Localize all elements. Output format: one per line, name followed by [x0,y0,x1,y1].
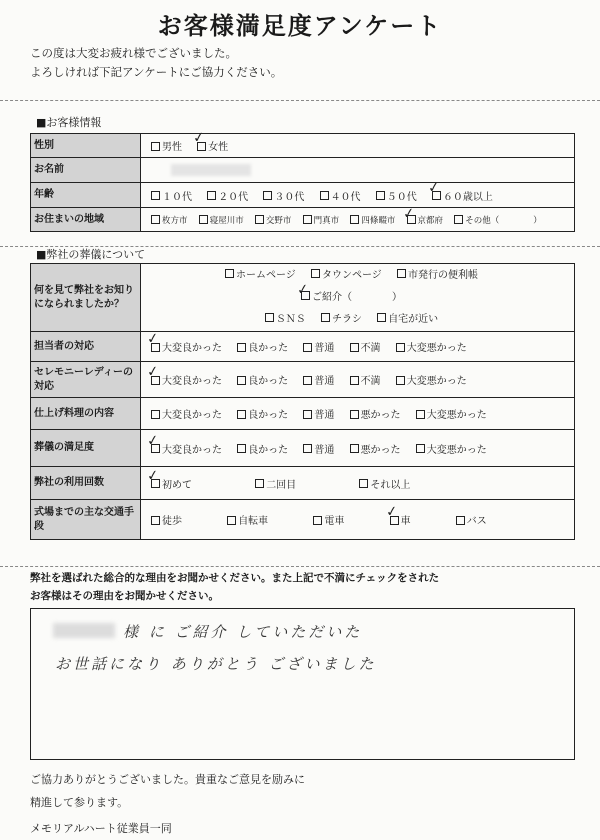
checkbox-icon[interactable] [237,376,246,385]
checkmark-icon: ✓ [295,280,310,299]
checkbox-icon[interactable] [255,479,264,488]
checkbox-icon[interactable] [359,479,368,488]
option-male[interactable]: 男性 [151,138,182,153]
checkbox-icon[interactable] [303,343,312,352]
checkbox-icon[interactable] [207,191,216,200]
page-title: お客様満足度アンケート [157,12,443,40]
option-good[interactable]: 良かった [237,441,288,456]
usage-count-options [141,467,575,500]
option-very-bad[interactable]: 大変悪かった [416,406,487,421]
option-more[interactable]: それ以上 [359,476,410,491]
option-40s[interactable]: ４０代 [320,188,361,203]
checkbox-icon[interactable] [454,215,463,224]
ceremony-lady-options [141,362,575,398]
checkbox-icon[interactable] [237,343,246,352]
option-kadoma[interactable]: 門真市 [303,214,340,226]
option-very-bad[interactable]: 大変悪かった [396,372,467,387]
option-very-good[interactable]: 大変良かった [151,406,222,421]
checkbox-icon[interactable] [350,343,359,352]
checkbox-icon[interactable] [320,191,329,200]
redacted-name [53,623,115,638]
gender-label: 性別 [31,134,141,158]
checkmark-icon: ✓ [145,363,160,381]
intro-line-1: この度は大変お疲れ様でございました。 [30,46,237,60]
option-very-good[interactable]: ✓ 大変良かった [145,431,222,456]
option-neyagawa[interactable]: 寝屋川市 [199,214,244,226]
option-very-good[interactable]: ✓ 大変良かった [145,363,222,387]
checkmark-icon: ✓ [145,466,160,485]
checkbox-icon[interactable] [303,444,312,453]
checkbox-icon[interactable] [199,215,208,224]
option-bicycle[interactable]: 自転車 [227,512,268,527]
gender-options [141,129,575,158]
option-very-good[interactable]: ✓ 大変良かった [145,330,222,354]
option-train[interactable]: 電車 [313,512,344,527]
option-very-bad[interactable]: 大変悪かった [396,339,467,354]
checkmark-icon: ✓ [401,204,416,223]
region-label: お住まいの地域 [31,208,141,232]
checkbox-icon[interactable] [313,516,322,525]
option-female[interactable]: ✓ 女性 [192,129,229,153]
satisfaction-label: 葬儀の満足度 [31,430,141,467]
option-second[interactable]: 二回目 [255,476,296,491]
checkbox-icon[interactable] [237,444,246,453]
checkbox-icon[interactable] [151,142,160,151]
age-options [141,178,575,208]
reason-prompt-line-1: 弊社を選ばれた総合的な理由をお聞かせください。また上記で不満にチェックをされた [30,572,440,584]
option-bus[interactable]: バス [456,512,487,527]
checkbox-icon[interactable] [397,269,406,278]
checkbox-icon[interactable] [376,191,385,200]
option-good[interactable]: 良かった [237,339,288,354]
handwritten-line-1: 様 に ご紹介 していただいた [123,623,363,641]
option-very-bad[interactable]: 大変悪かった [416,441,487,456]
catering-options [141,398,575,430]
checkbox-icon[interactable] [303,215,312,224]
checkmark-icon: ✓ [426,178,441,197]
staff-response-options [141,332,575,362]
checkbox-icon[interactable] [377,313,386,322]
option-50s[interactable]: ５０代 [376,188,417,203]
option-30s[interactable]: ３０代 [263,188,304,203]
option-normal[interactable]: 普通 [303,339,334,354]
option-good[interactable]: 良かった [237,372,288,387]
checkmark-icon: ✓ [145,431,160,450]
checkbox-icon[interactable] [456,516,465,525]
checkbox-icon[interactable] [350,376,359,385]
funeral-survey-table [30,263,575,540]
q-how-found-options [141,264,575,332]
checkbox-icon[interactable] [151,191,160,200]
section-funeral-label: ■弊社の葬儀について [36,248,146,261]
checkbox-icon[interactable] [303,376,312,385]
checkmark-icon: ✓ [192,129,206,147]
option-normal[interactable]: 普通 [303,372,334,387]
age-label: 年齢 [31,183,141,208]
staff-response-label: 担当者の対応 [31,332,141,362]
option-kyoto[interactable]: ✓ 京都府 [401,204,444,226]
checkbox-icon[interactable] [151,410,160,419]
checkbox-icon[interactable] [396,343,405,352]
option-sns[interactable]: ＳＮＳ [265,309,306,331]
q-how-found-label: 何を見て弊社をお知りになられましたか？ [31,264,141,332]
option-walk[interactable]: 徒歩 [151,512,182,527]
checkmark-icon: ✓ [145,330,160,348]
option-near-home[interactable]: 自宅が近い [377,309,438,331]
option-townpage[interactable]: タウンページ [311,265,382,287]
option-first[interactable]: ✓ 初めて [145,466,192,491]
checkbox-icon[interactable] [265,313,274,322]
option-hirakata[interactable]: 枚方市 [151,214,188,226]
checkbox-icon[interactable] [350,410,359,419]
transport-options [141,500,575,540]
checkbox-icon[interactable] [396,376,405,385]
checkbox-icon[interactable] [416,444,425,453]
checkbox-icon[interactable] [263,191,272,200]
name-label: お名前 [31,158,141,183]
option-bad[interactable]: 悪かった [350,406,401,421]
customer-info-table [30,129,575,232]
checkbox-icon[interactable] [237,410,246,419]
option-homepage[interactable]: ホームページ [225,265,296,287]
option-other[interactable]: その他（ ） [454,214,542,226]
ceremony-lady-label: セレモニーレディーの対応 [31,362,141,398]
transport-label: 式場までの主な交通手段 [31,500,141,540]
option-10s[interactable]: １０代 [151,188,192,203]
satisfaction-options [141,430,575,467]
option-normal[interactable]: 普通 [303,406,334,421]
usage-count-label: 弊社の利用回数 [31,467,141,500]
option-good[interactable]: 良かった [237,406,288,421]
checkbox-icon[interactable] [416,410,425,419]
checkbox-icon[interactable] [350,444,359,453]
option-flyer[interactable]: チラシ [321,309,362,331]
option-city-guide[interactable]: 市発行の便利帳 [397,265,478,287]
option-shijonawate[interactable]: 四條畷市 [350,214,395,226]
checkbox-icon[interactable] [311,269,320,278]
region-options [141,204,575,232]
name-field[interactable] [141,158,575,183]
checkbox-icon[interactable] [321,313,330,322]
option-dissatisfied[interactable]: 不満 [350,372,381,387]
checkbox-icon[interactable] [303,410,312,419]
handwritten-line-2: お世話になり ありがとう ございました [55,655,377,673]
checkbox-icon[interactable] [227,516,236,525]
option-bad[interactable]: 悪かった [350,441,401,456]
intro-line-2: よろしければ下記アンケートにご協力ください。 [30,65,283,79]
checkbox-icon[interactable] [151,516,160,525]
closing-signature: メモリアルハート従業員一同 [30,822,172,835]
redacted-name [171,164,251,176]
option-car[interactable]: ✓ 車 [384,503,411,527]
option-60plus[interactable]: ✓ ６０歳以上 [426,178,493,203]
option-referral[interactable]: ✓ ご紹介（ ） [301,287,402,309]
option-20s[interactable]: ２０代 [207,188,248,203]
closing-line-2: 精進して参ります。 [30,796,129,809]
free-comment-box[interactable] [30,608,575,760]
checkbox-icon[interactable] [350,215,359,224]
checkbox-icon[interactable] [151,215,160,224]
checkbox-icon[interactable] [225,269,234,278]
divider [0,100,600,101]
checkmark-icon: ✓ [384,503,399,521]
option-dissatisfied[interactable]: 不満 [350,339,381,354]
section-customer-info-label: ■お客様情報 [36,116,102,129]
option-katano[interactable]: 交野市 [255,214,292,226]
option-normal[interactable]: 普通 [303,441,334,456]
reason-prompt-line-2: お客様はその理由をお聞かせください。 [30,590,219,602]
catering-label: 仕上げ料理の内容 [31,398,141,430]
checkbox-icon[interactable] [255,215,264,224]
closing-line-1: ご協力ありがとうございました。貴重なご意見を励みに [30,773,305,786]
divider [0,566,600,567]
